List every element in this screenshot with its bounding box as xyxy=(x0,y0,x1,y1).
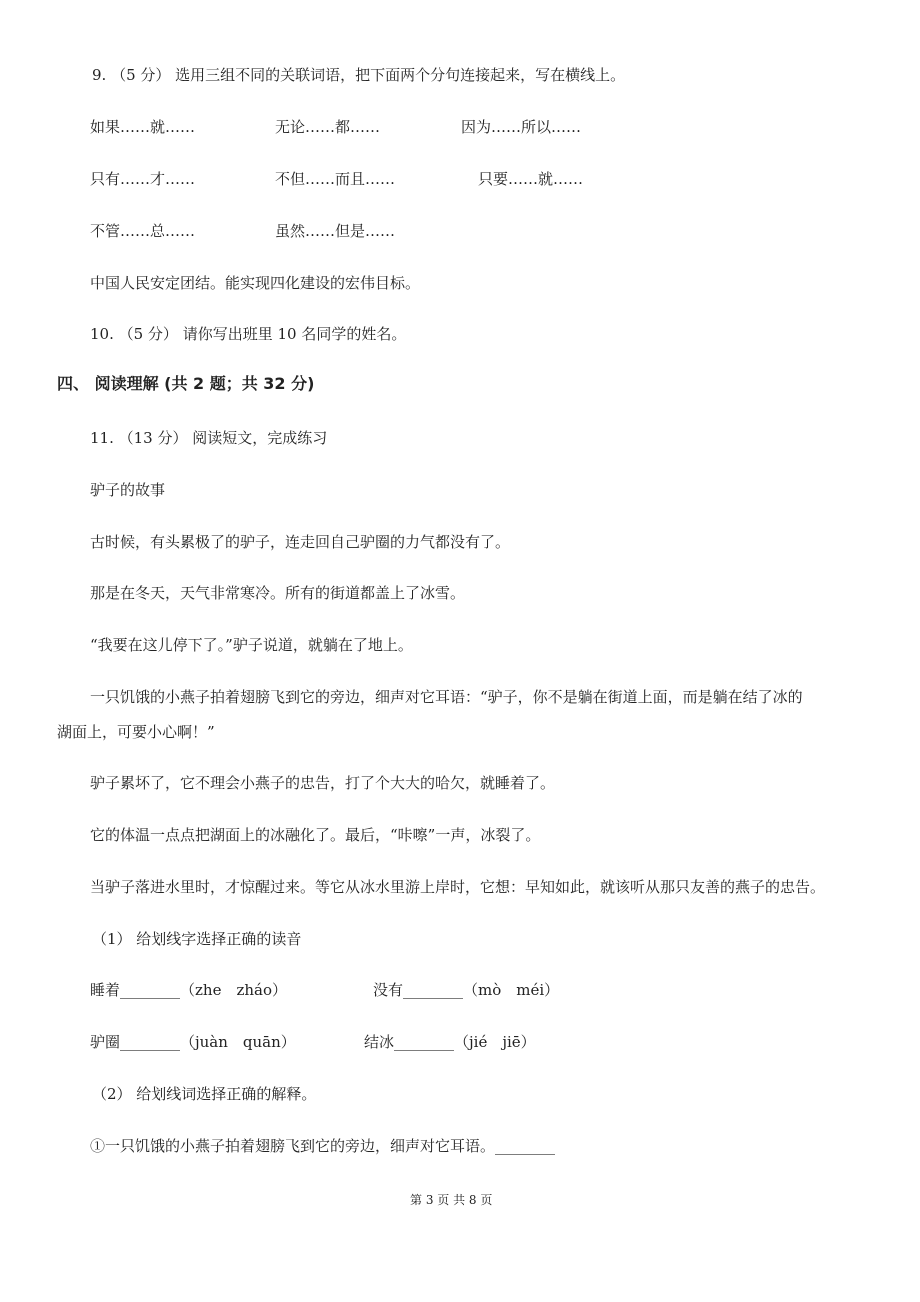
conjunction-option: 不管……总…… xyxy=(90,222,196,240)
sub-question-label: （2） 给划线词选择正确的解释。 xyxy=(92,1085,317,1103)
passage-paragraph: 驴子累坏了，它不理会小燕子的忠告，打了个大大的哈欠，就睡着了。 xyxy=(90,774,556,792)
passage-paragraph: 那是在冬天，天气非常寒冷。所有的街道都盖上了冰雪。 xyxy=(90,584,466,602)
page-footer: 第 3 页 共 8 页 xyxy=(410,1193,493,1207)
passage-paragraph: 它的体温一点点把湖面上的冰融化了。最后，“咔嚓”一声，冰裂了。 xyxy=(90,826,541,844)
pinyin-item: 没有________（mò méi） xyxy=(373,981,560,999)
conjunction-option: 虽然……但是…… xyxy=(275,222,396,240)
pinyin-item: 结冰________（jié jiē） xyxy=(364,1033,536,1051)
conjunction-option: 如果……就…… xyxy=(90,118,196,136)
passage-paragraph: 一只饥饿的小燕子拍着翅膀飞到它的旁边，细声对它耳语：“驴子，你不是躺在街道上面，而是躺在结了冰的 xyxy=(90,688,803,706)
passage-paragraph: 湖面上，可要小心啊！” xyxy=(57,723,215,741)
q9-stem: 9. （5 分） 选用三组不同的关联词语，把下面两个分句连接起来，写在横线上。 xyxy=(92,66,626,84)
definition-item: ①一只饥饿的小燕子拍着翅膀飞到它的旁边，细声对它耳语。________ xyxy=(90,1137,556,1155)
pinyin-item: 驴圈________（juàn quān） xyxy=(90,1033,296,1051)
sub-question-label: （1） 给划线字选择正确的读音 xyxy=(92,930,302,948)
passage-paragraph: “我要在这儿停下了。”驴子说道，就躺在了地上。 xyxy=(90,636,413,654)
q10-stem: 10. （5 分） 请你写出班里 10 名同学的姓名。 xyxy=(90,325,407,343)
conjunction-option: 不但……而且…… xyxy=(275,170,396,188)
conjunction-option: 只有……才…… xyxy=(90,170,196,188)
conjunction-option: 无论……都…… xyxy=(275,118,381,136)
q11-stem: 11. （13 分） 阅读短文，完成练习 xyxy=(90,429,328,447)
q9-sentence: 中国人民安定团结。能实现四化建设的宏伟目标。 xyxy=(90,274,421,292)
conjunction-option: 只要……就…… xyxy=(478,170,584,188)
section-heading: 四、 阅读理解 (共 2 题；共 32 分) xyxy=(57,374,315,393)
conjunction-option: 因为……所以…… xyxy=(461,118,582,136)
passage-paragraph: 当驴子落进水里时，才惊醒过来。等它从冰水里游上岸时，它想：早知如此，就该听从那只友善的燕子的忠告。 xyxy=(90,878,826,896)
pinyin-item: 睡着________（zhe zháo） xyxy=(90,981,287,999)
passage-paragraph: 古时候，有头累极了的驴子，连走回自己驴圈的力气都没有了。 xyxy=(90,533,511,551)
passage-title: 驴子的故事 xyxy=(90,481,166,499)
